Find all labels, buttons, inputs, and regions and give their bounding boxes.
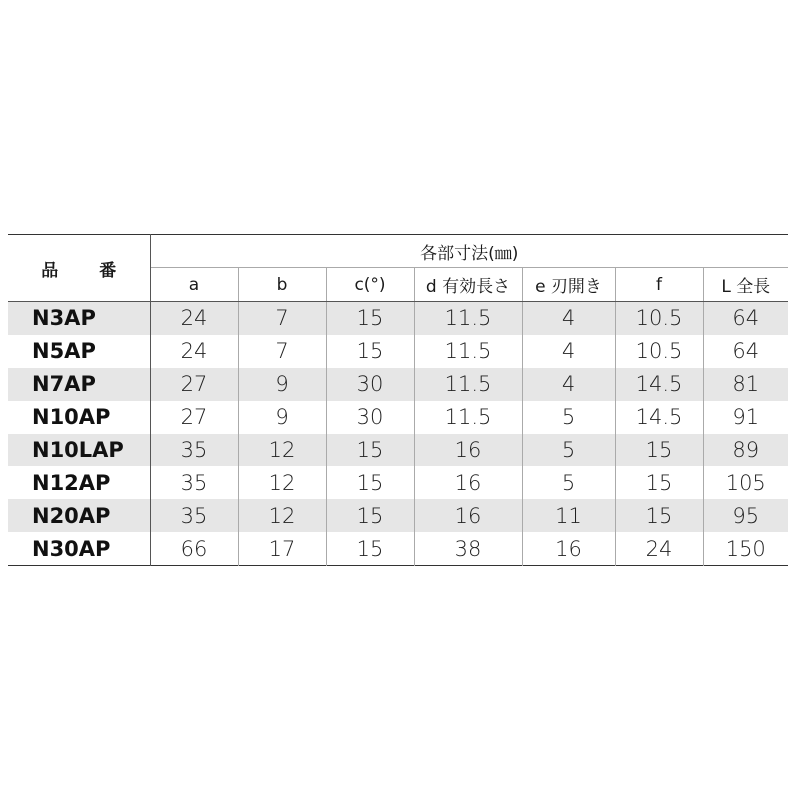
value-cell: 5 bbox=[522, 434, 615, 467]
table-row bbox=[8, 466, 788, 499]
value-cell: 12 bbox=[238, 466, 326, 499]
dimensions-group-header: 各部寸法(㎜) bbox=[150, 235, 788, 268]
value-cell: 64 bbox=[703, 302, 788, 335]
value-cell: 9 bbox=[238, 401, 326, 434]
value-cell: 30 bbox=[326, 368, 414, 401]
table-row bbox=[8, 499, 788, 532]
column-header-e: e 刃開き bbox=[522, 268, 615, 302]
value-cell: 11.5 bbox=[414, 368, 522, 401]
table-row bbox=[8, 434, 788, 467]
product-number-cell: N30AP bbox=[8, 532, 150, 565]
value-cell: 17 bbox=[238, 532, 326, 565]
column-header-d: d 有効長さ bbox=[414, 268, 522, 302]
table-body bbox=[8, 302, 788, 566]
value-cell: 16 bbox=[522, 532, 615, 565]
value-cell: 14.5 bbox=[615, 401, 703, 434]
value-cell: 15 bbox=[326, 434, 414, 467]
value-cell: 11.5 bbox=[414, 335, 522, 368]
column-header-l: L 全長 bbox=[703, 268, 788, 302]
value-cell: 30 bbox=[326, 401, 414, 434]
value-cell: 15 bbox=[326, 499, 414, 532]
value-cell: 16 bbox=[414, 466, 522, 499]
product-number-cell: N5AP bbox=[8, 335, 150, 368]
product-number-cell: N12AP bbox=[8, 466, 150, 499]
value-cell: 24 bbox=[150, 335, 238, 368]
value-cell: 35 bbox=[150, 499, 238, 532]
value-cell: 38 bbox=[414, 532, 522, 565]
value-cell: 150 bbox=[703, 532, 788, 565]
value-cell: 15 bbox=[615, 466, 703, 499]
value-cell: 5 bbox=[522, 401, 615, 434]
product-number-cell: N7AP bbox=[8, 368, 150, 401]
value-cell: 4 bbox=[522, 368, 615, 401]
column-header-b: b bbox=[238, 268, 326, 302]
value-cell: 66 bbox=[150, 532, 238, 565]
value-cell: 7 bbox=[238, 335, 326, 368]
value-cell: 35 bbox=[150, 466, 238, 499]
column-header-f: f bbox=[615, 268, 703, 302]
table-row bbox=[8, 532, 788, 565]
value-cell: 10.5 bbox=[615, 302, 703, 335]
product-number-cell: N3AP bbox=[8, 302, 150, 335]
value-cell: 16 bbox=[414, 499, 522, 532]
table-row bbox=[8, 368, 788, 401]
value-cell: 4 bbox=[522, 302, 615, 335]
table-row bbox=[8, 302, 788, 335]
value-cell: 15 bbox=[326, 466, 414, 499]
value-cell: 9 bbox=[238, 368, 326, 401]
column-header-a: a bbox=[150, 268, 238, 302]
value-cell: 11.5 bbox=[414, 401, 522, 434]
value-cell: 15 bbox=[615, 499, 703, 532]
value-cell: 5 bbox=[522, 466, 615, 499]
dimension-table bbox=[8, 234, 788, 566]
header-group-row bbox=[8, 235, 788, 268]
value-cell: 89 bbox=[703, 434, 788, 467]
value-cell: 4 bbox=[522, 335, 615, 368]
value-cell: 15 bbox=[326, 532, 414, 565]
value-cell: 91 bbox=[703, 401, 788, 434]
product-number-header: 品 番 bbox=[8, 235, 150, 302]
value-cell: 12 bbox=[238, 499, 326, 532]
table-row bbox=[8, 401, 788, 434]
value-cell: 35 bbox=[150, 434, 238, 467]
value-cell: 11 bbox=[522, 499, 615, 532]
product-number-cell: N10AP bbox=[8, 401, 150, 434]
value-cell: 15 bbox=[326, 302, 414, 335]
value-cell: 27 bbox=[150, 368, 238, 401]
table-row bbox=[8, 335, 788, 368]
table-header bbox=[8, 235, 788, 302]
value-cell: 16 bbox=[414, 434, 522, 467]
column-header-c: c(°) bbox=[326, 268, 414, 302]
product-number-cell: N10LAP bbox=[8, 434, 150, 467]
value-cell: 27 bbox=[150, 401, 238, 434]
value-cell: 95 bbox=[703, 499, 788, 532]
value-cell: 15 bbox=[615, 434, 703, 467]
value-cell: 15 bbox=[326, 335, 414, 368]
value-cell: 11.5 bbox=[414, 302, 522, 335]
value-cell: 14.5 bbox=[615, 368, 703, 401]
value-cell: 105 bbox=[703, 466, 788, 499]
product-number-cell: N20AP bbox=[8, 499, 150, 532]
value-cell: 12 bbox=[238, 434, 326, 467]
value-cell: 10.5 bbox=[615, 335, 703, 368]
value-cell: 64 bbox=[703, 335, 788, 368]
value-cell: 24 bbox=[150, 302, 238, 335]
value-cell: 7 bbox=[238, 302, 326, 335]
value-cell: 24 bbox=[615, 532, 703, 565]
value-cell: 81 bbox=[703, 368, 788, 401]
